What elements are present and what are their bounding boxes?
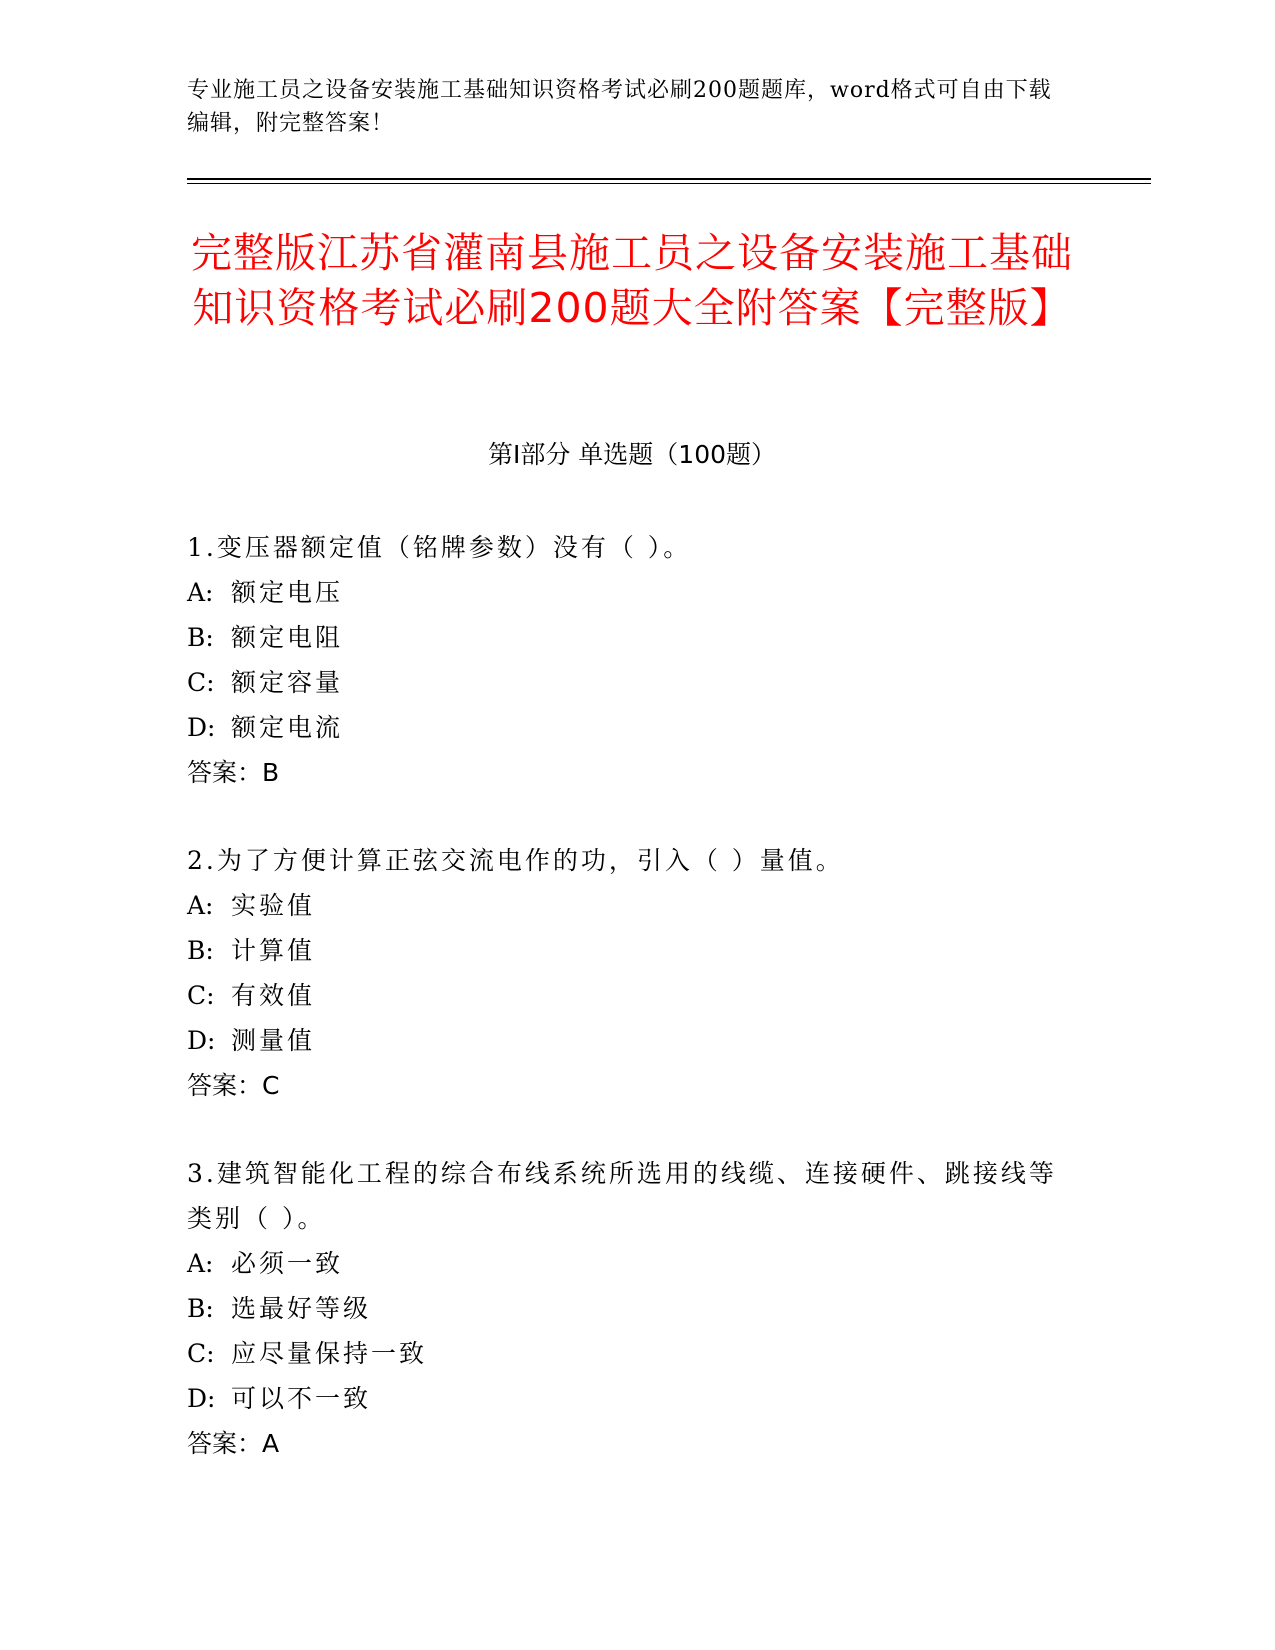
option-c: [187, 1331, 1067, 1376]
section-heading: 第Ⅰ部分 单选题（100题）: [487, 440, 777, 469]
option-text: 计算值: [231, 936, 316, 965]
header-divider-thin: [187, 183, 1151, 184]
option-a: [187, 883, 1067, 928]
option-letter: C:: [187, 668, 215, 697]
option-c: [187, 660, 1067, 705]
option-d: [187, 705, 1067, 750]
option-text: 额定容量: [231, 668, 344, 697]
option-letter: A:: [187, 891, 214, 920]
option-a: [187, 570, 1067, 615]
option-c: [187, 973, 1067, 1018]
question-stem: 1.变压器额定值（铭牌参数）没有（ ）。: [187, 533, 692, 562]
option-letter: D:: [187, 1384, 216, 1413]
option-letter: B:: [187, 936, 214, 965]
option-text: 选最好等级: [231, 1294, 372, 1323]
option-text: 实验值: [231, 891, 316, 920]
question-stem: 2.为了方便计算正弦交流电作的功，引入（ ）量值。: [187, 846, 844, 875]
option-text: 额定电压: [231, 578, 344, 607]
option-b: [187, 928, 1067, 973]
option-letter: C:: [187, 1339, 215, 1368]
option-text: 测量值: [231, 1026, 316, 1055]
header-divider-thick: [187, 178, 1151, 180]
option-b: [187, 615, 1067, 660]
answer-line: 答案：C: [187, 1071, 280, 1100]
answer-line: 答案：A: [187, 1429, 280, 1458]
header-note: 专业施工员之设备安装施工基础知识资格考试必刷200题题库，word格式可自由下载编辑，附完整答案！: [187, 78, 1052, 136]
option-letter: B:: [187, 623, 214, 652]
question-stem: 3.建筑智能化工程的综合布线系统所选用的线缆、连接硬件、跳接线等类别（ ）。: [187, 1159, 1057, 1233]
option-letter: C:: [187, 981, 215, 1010]
option-a: [187, 1241, 1067, 1286]
question-item: [187, 838, 1067, 1108]
document-title: 完整版江苏省灌南县施工员之设备安装施工基础知识资格考试必刷200题大全附答案【完整版】: [191, 229, 1073, 332]
option-letter: A:: [187, 578, 214, 607]
option-letter: D:: [187, 1026, 216, 1055]
answer-line: 答案：B: [187, 758, 280, 787]
option-text: 额定电流: [231, 713, 344, 742]
option-letter: D:: [187, 713, 216, 742]
option-text: 可以不一致: [231, 1384, 372, 1413]
option-b: [187, 1286, 1067, 1331]
option-d: [187, 1018, 1067, 1063]
option-text: 应尽量保持一致: [231, 1339, 428, 1368]
option-text: 额定电阻: [231, 623, 344, 652]
option-letter: A:: [187, 1249, 214, 1278]
question-list: [187, 525, 1067, 1509]
option-text: 必须一致: [231, 1249, 344, 1278]
question-item: [187, 525, 1067, 795]
question-item: [187, 1151, 1067, 1466]
option-letter: B:: [187, 1294, 214, 1323]
option-d: [187, 1376, 1067, 1421]
option-text: 有效值: [231, 981, 316, 1010]
